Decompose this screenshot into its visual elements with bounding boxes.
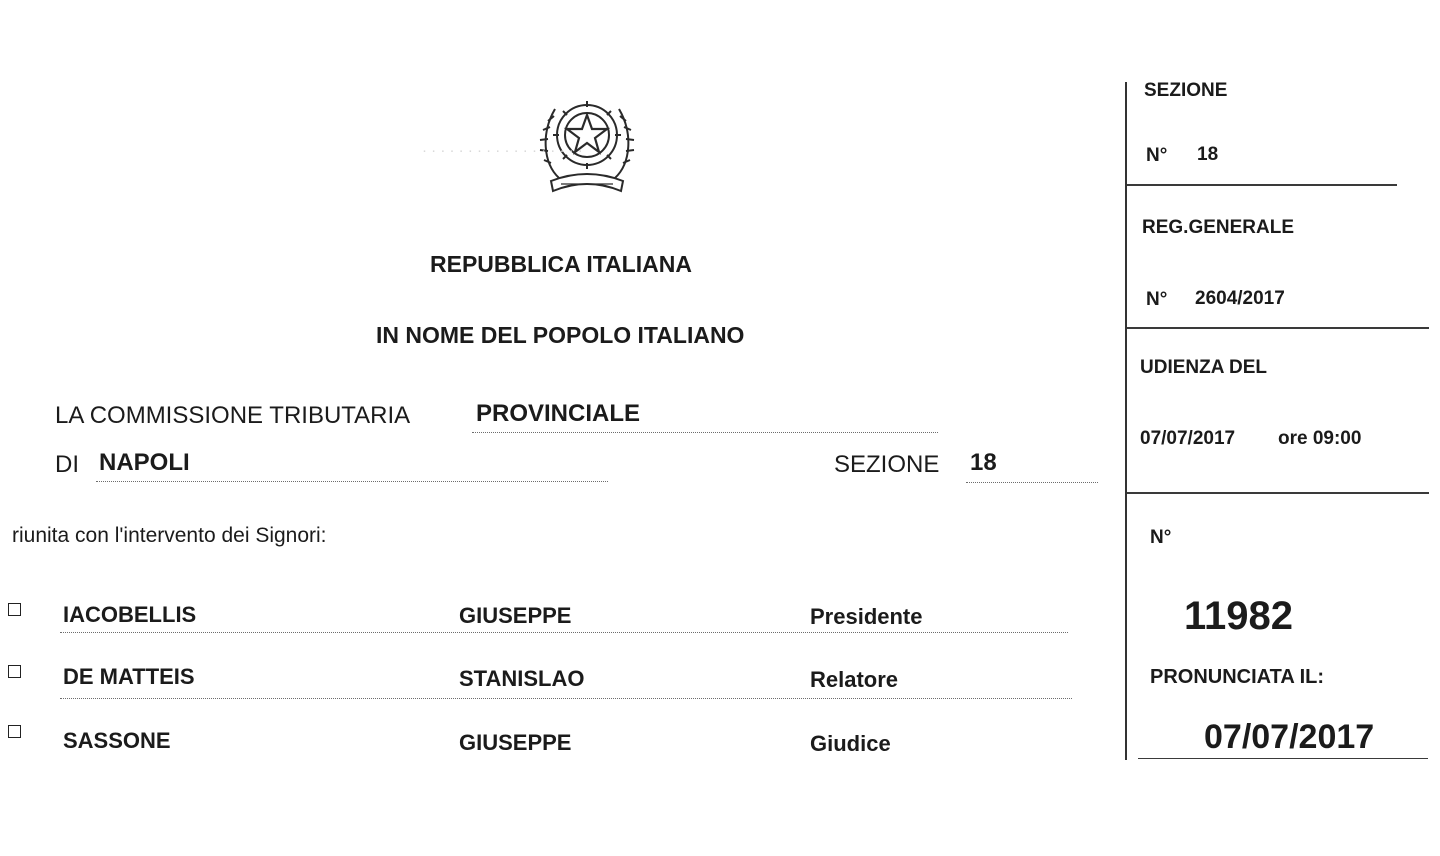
intro-text: riunita con l'intervento dei Signori:	[12, 524, 327, 547]
sidebar-separator	[1138, 758, 1428, 759]
commission-label: LA COMMISSIONE TRIBUTARIA	[55, 402, 411, 429]
sidebar-separator	[1127, 492, 1429, 494]
dotted-line	[96, 481, 608, 482]
title-popolo: IN NOME DEL POPOLO ITALIANO	[376, 322, 745, 348]
member-surname: IACOBELLIS	[63, 602, 197, 627]
member-surname: SASSONE	[63, 728, 171, 753]
member-checkbox[interactable]	[8, 665, 21, 678]
scan-artifact: · · · · · · · · · · · · · · · · · ·	[422, 142, 583, 159]
sidebar-sezione-num: 18	[1197, 144, 1219, 165]
city-value: NAPOLI	[99, 449, 190, 476]
sidebar-sezione-label: SEZIONE	[1144, 80, 1228, 101]
sidebar-udienza-time: ore 09:00	[1278, 428, 1362, 449]
dotted-line	[966, 482, 1098, 483]
sidebar-num-label: N°	[1146, 145, 1168, 166]
dotted-line	[60, 632, 1068, 633]
sidebar-pronunciata-date: 07/07/2017	[1204, 718, 1375, 756]
sidebar-reg-label: REG.GENERALE	[1142, 217, 1295, 238]
sidebar-reg-num: 2604/2017	[1195, 288, 1285, 309]
commission-type: PROVINCIALE	[476, 400, 641, 427]
member-checkbox[interactable]	[8, 725, 21, 738]
sidebar-udienza-label: UDIENZA DEL	[1140, 357, 1268, 378]
sidebar-pronunciata-label: PRONUNCIATA IL:	[1150, 666, 1325, 688]
sidebar-separator	[1127, 184, 1397, 186]
member-role: Giudice	[810, 731, 891, 756]
sezione-label: SEZIONE	[834, 451, 940, 478]
sidebar-reg-num-label: N°	[1146, 289, 1168, 310]
member-name: STANISLAO	[459, 666, 585, 691]
dotted-line	[472, 432, 938, 433]
member-role: Presidente	[810, 604, 923, 629]
member-name: GIUSEPPE	[459, 730, 572, 755]
member-checkbox[interactable]	[8, 603, 21, 616]
di-label: DI	[55, 451, 79, 478]
sidebar-number-value: 11982	[1184, 594, 1294, 638]
sezione-value: 18	[970, 449, 997, 476]
sidebar-separator	[1127, 327, 1429, 329]
sidebar-udienza-date: 07/07/2017	[1140, 428, 1236, 449]
dotted-line	[60, 698, 1072, 699]
member-surname: DE MATTEIS	[63, 664, 195, 689]
member-role: Relatore	[810, 667, 899, 692]
member-name: GIUSEPPE	[459, 603, 572, 628]
sidebar-number-label: N°	[1150, 527, 1172, 548]
title-repubblica: REPUBBLICA ITALIANA	[430, 251, 692, 277]
